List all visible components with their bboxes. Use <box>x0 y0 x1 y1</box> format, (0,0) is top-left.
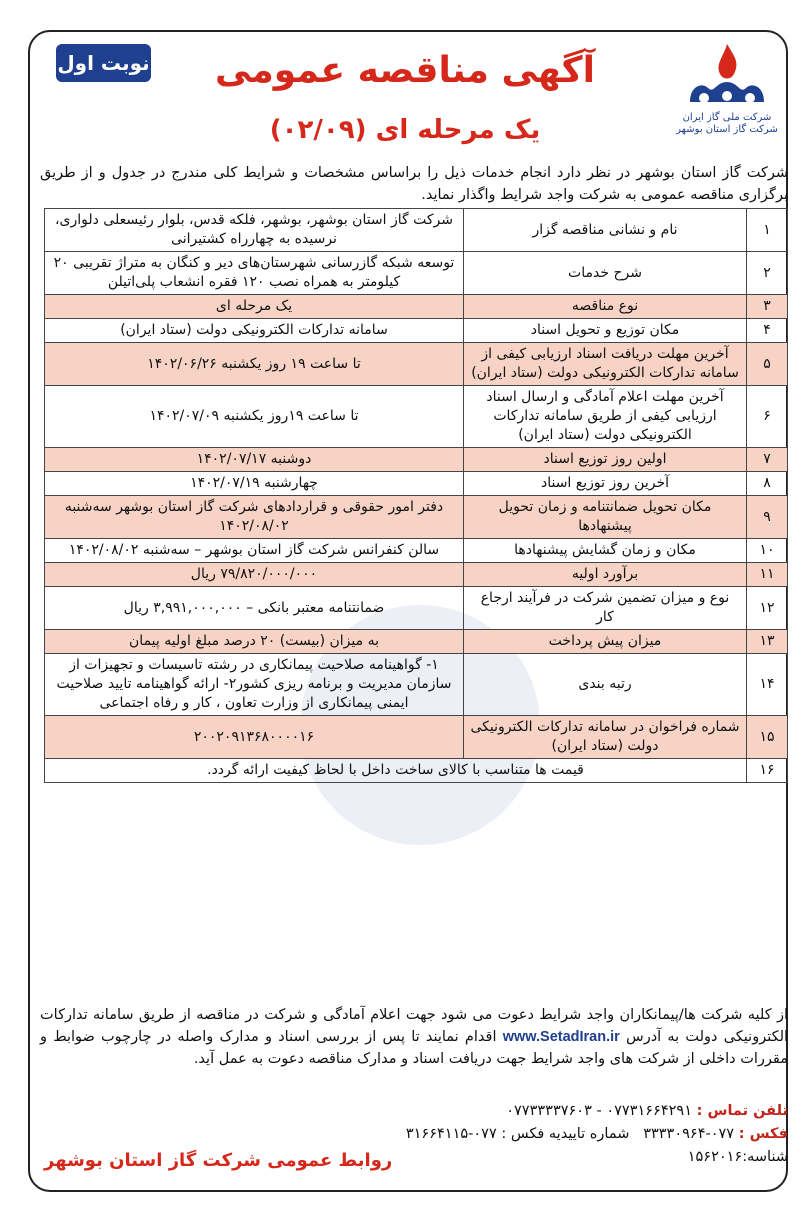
row-number: ۱۶ <box>747 759 788 783</box>
gas-flame-logo-icon <box>682 42 772 112</box>
fax-confirm-value: ۰۷۷-۳۱۶۶۴۱۱۵ <box>405 1126 497 1142</box>
row-key: شماره فراخوان در سامانه تدارکات الکترونیکی دولت (ستاد ایران) <box>464 716 747 759</box>
fax-confirm-label: شماره تاییدیه فکس : <box>501 1126 630 1142</box>
row-number: ۱۱ <box>747 563 788 587</box>
table-row <box>45 472 788 496</box>
row-key: آخرین مهلت اعلام آمادگی و ارسال اسناد ارزیابی کیفی از طریق سامانه تدارکات الکترونیکی دولت (ستاد ایران) <box>464 386 747 448</box>
row-key: آخرین روز توزیع اسناد <box>464 472 747 496</box>
row-key: نام و نشانی مناقصه گزار <box>464 209 747 252</box>
row-value: سامانه تدارکات الکترونیکی دولت (ستاد ایران) <box>45 319 464 343</box>
closing-text-2: اقدام نمایند تا پس از بررسی اسناد و مدارک واصله در چارچوب ضوابط و مقررات داخلی از شرکت های واجد شرایط جهت دریافت اسناد و مدارک مناقصه دعوت به عمل آید. <box>40 1029 788 1067</box>
table-row <box>45 587 788 630</box>
row-value: تا ساعت ۱۹روز یکشنبه ۱۴۰۲/۰۷/۰۹ <box>45 386 464 448</box>
row-number: ۱۴ <box>747 654 788 716</box>
page-title: آگهی مناقصه عمومی <box>215 50 595 91</box>
row-key: رتبه بندی <box>464 654 747 716</box>
row-value: ۷۹/۸۲۰/۰۰۰/۰۰۰ ریال <box>45 563 464 587</box>
tender-details-table <box>44 208 788 783</box>
row-number: ۱۰ <box>747 539 788 563</box>
phone-value: ۰۷۷۳۱۶۶۴۲۹۱ - ۰۷۷۳۳۳۳۷۶۰۳ <box>506 1103 693 1119</box>
row-number: ۴ <box>747 319 788 343</box>
fax-label: فکس : <box>738 1126 788 1142</box>
table-row <box>45 295 788 319</box>
table-row <box>45 539 788 563</box>
row-key: نوع و میزان تضمین شرکت در فرآیند ارجاع کار <box>464 587 747 630</box>
closing-paragraph <box>40 1004 788 1070</box>
table-row <box>45 252 788 295</box>
row-key: برآورد اولیه <box>464 563 747 587</box>
row-key: مکان و زمان گشایش پیشنهادها <box>464 539 747 563</box>
row-value: دوشنبه ۱۴۰۲/۰۷/۱۷ <box>45 448 464 472</box>
row-value: چهارشنبه ۱۴۰۲/۰۷/۱۹ <box>45 472 464 496</box>
row-number: ۲ <box>747 252 788 295</box>
logo-line-1: شرکت ملی گاز ایران <box>682 112 772 123</box>
row-value: به میزان (بیست) ۲۰ درصد مبلغ اولیه پیمان <box>45 630 464 654</box>
closing-text-1: از کلیه شرکت ها/پیمانکاران واجد شرایط دعوت می شود جهت اعلام آمادگی و شرکت در مناقصه از طریق سامانه تدارکات الکترونیکی دولت به آدرس <box>40 1007 789 1045</box>
table-row <box>45 563 788 587</box>
row-key: میزان پیش پرداخت <box>464 630 747 654</box>
table-row <box>45 319 788 343</box>
setad-website-link[interactable]: www.SetadIran.ir <box>502 1029 620 1045</box>
row-value: قیمت ها متناسب با کالای ساخت داخل با لحاظ کیفیت ارائه گردد. <box>45 759 747 783</box>
row-value: ۲۰۰۲۰۹۱۳۶۸۰۰۰۰۱۶ <box>45 716 464 759</box>
page-subtitle: یک مرحله ای (۰۲/۰۹) <box>269 115 541 145</box>
table-row <box>45 759 788 783</box>
row-value: ضمانتنامه معتبر بانکی – ۳,۹۹۱,۰۰۰,۰۰۰ ریال <box>45 587 464 630</box>
row-key: مکان توزیع و تحویل اسناد <box>464 319 747 343</box>
table-row <box>45 209 788 252</box>
table-row <box>45 716 788 759</box>
row-value: تا ساعت ۱۹ روز یکشنبه ۱۴۰۲/۰۶/۲۶ <box>45 343 464 386</box>
logo-line-2: شرکت گاز استان بوشهر <box>676 124 778 135</box>
row-key: نوع مناقصه <box>464 295 747 319</box>
row-number: ۹ <box>747 496 788 539</box>
table-row <box>45 630 788 654</box>
intro-paragraph: شرکت گاز استان بوشهر در نظر دارد انجام خدمات ذیل را براساس مشخصات و شرایط کلی مندرج در جدول و از طریق برگزاری مناقصه عمومی به شرکت واجد شرایط واگذار نماید. <box>40 165 788 203</box>
row-value: ۱- گواهینامه صلاحیت پیمانکاری در رشته تاسیسات و تجهیزات از سازمان مدیریت و برنامه ریزی کشور۲- ارائه گواهینامه تایید صلاحیت ایمنی پیمانکاری از وزارت تعاون ، کار و رفاه اجتماعی <box>45 654 464 716</box>
row-value: دفتر امور حقوقی و قراردادهای شرکت گاز استان بوشهر سه‌شنبه ۱۴۰۲/۰۸/۰۲ <box>45 496 464 539</box>
row-number: ۱۵ <box>747 716 788 759</box>
row-value: شرکت گاز استان بوشهر، بوشهر، فلکه قدس، بلوار رئیسعلی دلواری، نرسیده به چهارراه کشتیرانی <box>45 209 464 252</box>
table-row <box>45 343 788 386</box>
row-key: آخرین مهلت دریافت اسناد ارزیابی کیفی از سامانه تدارکات الکترونیکی دولت (ستاد ایران) <box>464 343 747 386</box>
row-value: توسعه شبکه گازرسانی شهرستان‌های دیر و کنگان به متراژ تقریبی ۲۰ کیلومتر به همراه نصب ۱۲۰ فقره انشعاب پلی‌اتیلن <box>45 252 464 295</box>
company-logo <box>662 42 792 142</box>
phone-line <box>40 1100 788 1123</box>
public-relations-signature: روابط عمومی شرکت گاز استان بوشهر <box>44 1150 393 1171</box>
table-row <box>45 496 788 539</box>
row-value: یک مرحله ای <box>45 295 464 319</box>
phone-label: تلفن تماس : <box>696 1103 788 1119</box>
table-row <box>45 448 788 472</box>
row-number: ۵ <box>747 343 788 386</box>
fax-line <box>40 1123 788 1146</box>
row-number: ۱۲ <box>747 587 788 630</box>
fax-value: ۰۷۷-۳۳۳۳۰۹۶۴ <box>643 1126 735 1142</box>
row-key: مکان تحویل ضمانتنامه و زمان تحویل پیشنهادها <box>464 496 747 539</box>
row-number: ۷ <box>747 448 788 472</box>
row-key: اولین روز توزیع اسناد <box>464 448 747 472</box>
row-key: شرح خدمات <box>464 252 747 295</box>
row-number: ۶ <box>747 386 788 448</box>
row-number: ۱۳ <box>747 630 788 654</box>
row-value: سالن کنفرانس شرکت گاز استان بوشهر – سه‌شنبه ۱۴۰۲/۰۸/۰۲ <box>45 539 464 563</box>
round-badge: نوبت اول <box>56 44 151 82</box>
id-value: ۱۵۶۲۰۱۶ <box>687 1149 743 1165</box>
table-row <box>45 654 788 716</box>
id-label: شناسه: <box>742 1149 788 1165</box>
table-row <box>45 386 788 448</box>
row-number: ۳ <box>747 295 788 319</box>
row-number: ۸ <box>747 472 788 496</box>
row-number: ۱ <box>747 209 788 252</box>
